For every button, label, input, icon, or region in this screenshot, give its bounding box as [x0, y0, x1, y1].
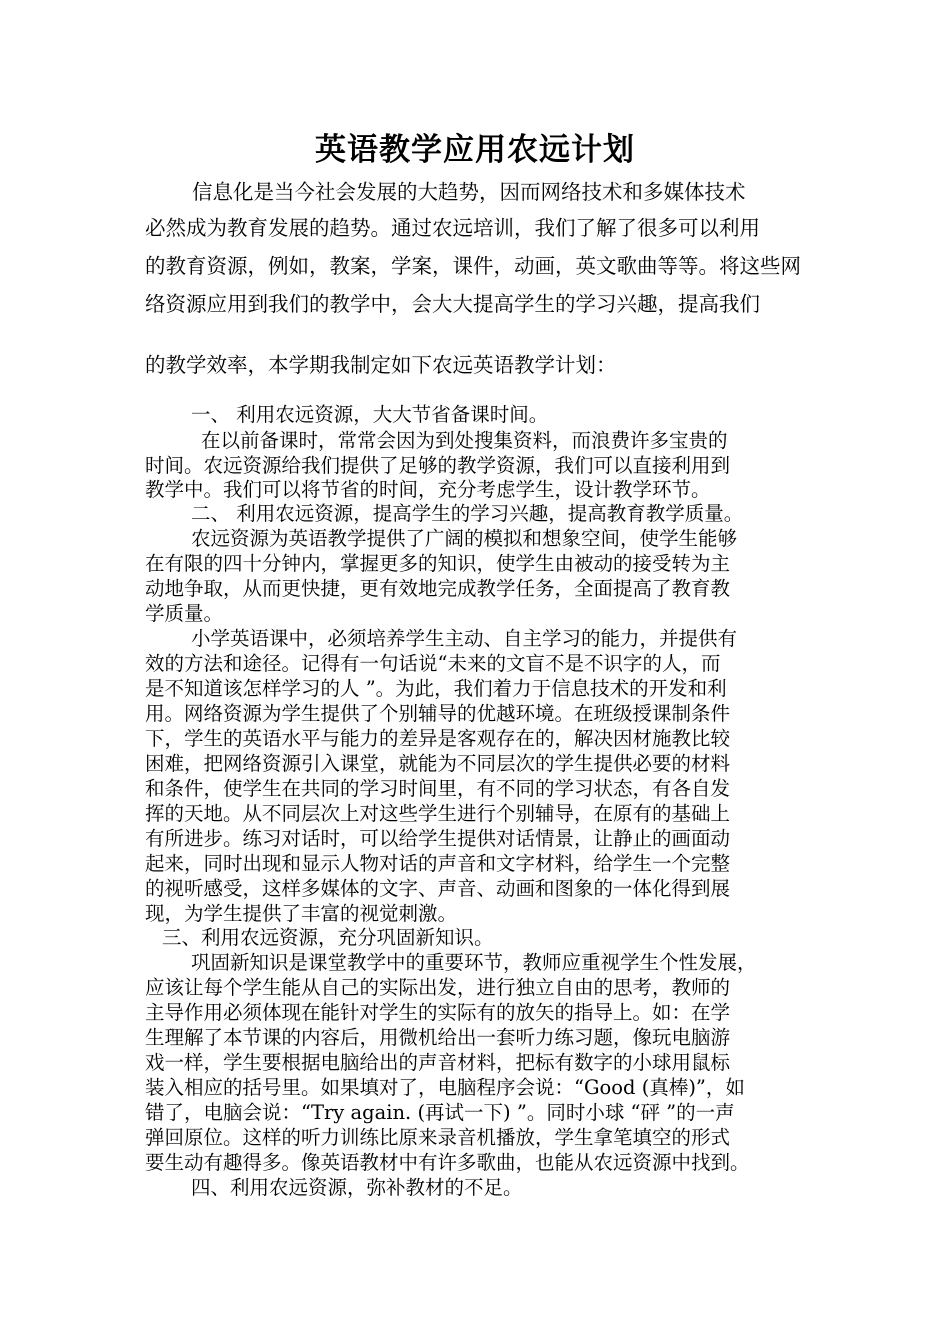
section-heading: 四、利用农远资源，弥补教材的不足。 [191, 1176, 523, 1199]
paragraph-line: 装入相应的括号里。如果填对了，电脑程序会说：“Good (真棒)”，如 [145, 1076, 745, 1099]
paragraph-line: 戏一样，学生要根据电脑给出的声音材料，把标有数字的小球用鼠标 [145, 1051, 731, 1074]
paragraph-line: 下，学生的英语水平与能力的差异是客观存在的，解决因材施教比较 [145, 727, 731, 750]
section-heading: 一、 利用农远资源，大大节省备课时间。 [191, 403, 549, 426]
paragraph-line: 有所进步。练习对话时，可以给学生提供对话情景，让静止的画面动 [145, 827, 731, 850]
paragraph-line: 小学英语课中，必须培养学生主动、自主学习的能力，并提供有 [191, 627, 738, 650]
paragraph-line: 在以前备课时，常常会因为到处搜集资料，而浪费许多宝贵的 [201, 429, 728, 452]
paragraph-line: 动地争取，从而更快捷，更有效地完成教学任务，全面提高了教育教 [145, 577, 731, 600]
document-title: 英语教学应用农远计划 [315, 132, 635, 168]
paragraph-line: 起来，同时出现和显示人物对话的声音和文字材料，给学生一个完整 [145, 852, 731, 875]
paragraph-line: 现，为学生提供了丰富的视觉刺激。 [145, 902, 458, 925]
paragraph-line: 的视听感受，这样多媒体的文字、声音、动画和图象的一体化得到展 [145, 877, 731, 900]
paragraph-line: 教学中。我们可以将节省的时间，充分考虑学生，设计教学环节。 [145, 478, 711, 501]
paragraph-line: 生理解了本节课的内容后，用微机给出一套听力练习题，像玩电脑游 [145, 1026, 731, 1049]
paragraph-line: 主导作用必须体现在能针对学生的实际有的放矢的指导上。如：在学 [145, 1001, 731, 1024]
paragraph-line: 用。网络资源为学生提供了个别辅导的优越环境。在班级授课制条件 [145, 702, 731, 725]
paragraph-line: 在有限的四十分钟内，掌握更多的知识，使学生由被动的接受转为主 [145, 552, 731, 575]
section-heading: 二、 利用农远资源，提高学生的学习兴趣，提高教育教学质量。 [191, 502, 744, 525]
paragraph-line: 要生动有趣得多。像英语教材中有许多歌曲，也能从农远资源中找到。 [145, 1151, 750, 1174]
paragraph-line: 时间。农远资源给我们提供了足够的教学资源，我们可以直接利用到 [145, 454, 731, 477]
paragraph-line: 是不知道该怎样学习的人 ”。为此，我们着力于信息技术的开发和利 [145, 677, 727, 700]
paragraph-line: 巩固新知识是课堂教学中的重要环节，教师应重视学生个性发展， [191, 951, 757, 974]
paragraph-line: 的教育资源，例如，教案，学案，课件，动画，英文歌曲等等。将这些网 [145, 254, 801, 278]
paragraph-line: 信息化是当今社会发展的大趋势，因而网络技术和多媒体技术 [192, 180, 746, 204]
paragraph-line: 的教学效率，本学期我制定如下农远英语教学计划： [145, 353, 617, 377]
section-heading: 三、利用农远资源，充分巩固新知识。 [162, 926, 494, 949]
paragraph-line: 挥的天地。从不同层次上对这些学生进行个别辅导，在原有的基础上 [145, 802, 731, 825]
paragraph-line: 困难，把网络资源引入课堂，就能为不同层次的学生提供必要的材料 [145, 752, 731, 775]
paragraph-line: 应该让每个学生能从自己的实际出发，进行独立自由的思考，教师的 [145, 976, 731, 999]
paragraph-line: 效的方法和途径。记得有一句话说“未来的文盲不是不识字的人，而 [145, 652, 721, 675]
paragraph-line: 错了，电脑会说：“Try again. (再试一下) ”。同时小球 “砰 ”的一声 [145, 1101, 735, 1124]
paragraph-line: 农远资源为英语教学提供了广阔的模拟和想象空间，使学生能够 [191, 527, 738, 550]
paragraph-line: 络资源应用到我们的教学中，会大大提高学生的学习兴趣，提高我们 [145, 292, 760, 316]
paragraph-line: 和条件，使学生在共同的学习时间里，有不同的学习状态，有各自发 [145, 777, 731, 800]
paragraph-line: 学质量。 [145, 602, 224, 625]
paragraph-line: 必然成为教育发展的趋势。通过农远培训，我们了解了很多可以利用 [145, 216, 760, 240]
paragraph-line: 弹回原位。这样的听力训练比原来录音机播放，学生拿笔填空的形式 [145, 1126, 731, 1149]
